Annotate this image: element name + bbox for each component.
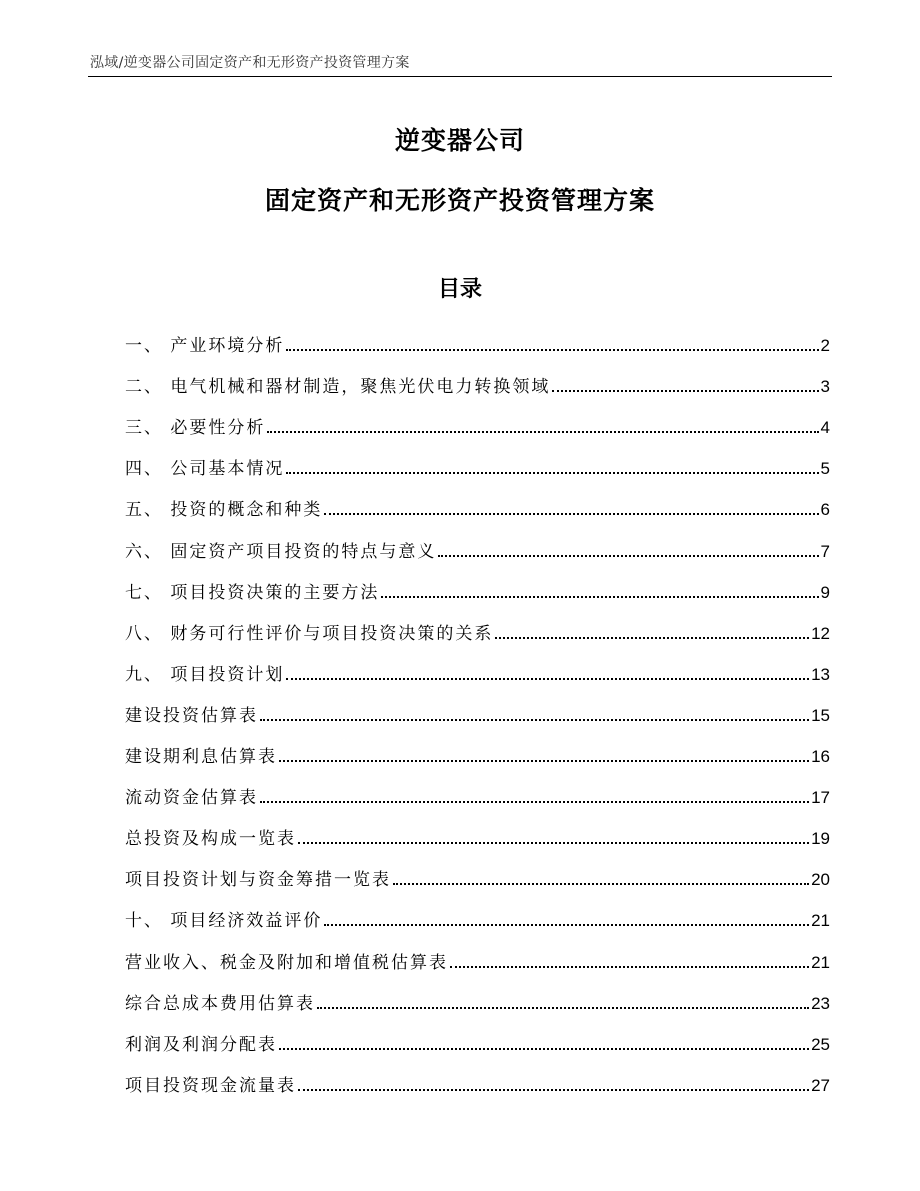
toc-entry[interactable] bbox=[125, 609, 830, 650]
toc-entry-page-number: 23 bbox=[811, 993, 830, 1013]
toc-entry[interactable] bbox=[125, 568, 830, 609]
toc-entry-label: 六、 固定资产项目投资的特点与意义 bbox=[125, 541, 437, 562]
toc-entry-page-number: 25 bbox=[811, 1034, 830, 1054]
toc-entry[interactable] bbox=[125, 979, 830, 1020]
toc-dot-leader bbox=[317, 1007, 809, 1009]
toc-entry-page-number: 20 bbox=[811, 870, 830, 890]
running-header: 泓域/逆变器公司固定资产和无形资产投资管理方案 bbox=[90, 55, 410, 71]
toc-entry-page-number: 4 bbox=[820, 418, 830, 438]
toc-entry-page-number: 9 bbox=[820, 582, 830, 602]
toc-entry-label: 七、 项目投资决策的主要方法 bbox=[125, 582, 380, 603]
toc-dot-leader bbox=[324, 513, 818, 515]
toc-entry-page-number: 5 bbox=[820, 459, 830, 479]
toc-entry-page-number: 19 bbox=[811, 829, 830, 849]
document-title-line-1: 逆变器公司 bbox=[394, 126, 525, 155]
toc-entry-label: 营业收入、税金及附加和增值税估算表 bbox=[125, 952, 448, 973]
toc-entry-page-number: 27 bbox=[811, 1075, 830, 1095]
toc-dot-leader bbox=[381, 596, 818, 598]
toc-entry[interactable] bbox=[125, 444, 830, 485]
toc-entry[interactable] bbox=[125, 937, 830, 978]
toc-entry-label: 九、 项目投资计划 bbox=[125, 664, 285, 685]
toc-entry-label: 综合总成本费用估算表 bbox=[125, 993, 315, 1014]
toc-entry-page-number: 12 bbox=[811, 623, 830, 643]
toc-entry-page-number: 6 bbox=[820, 500, 830, 520]
toc-entry-label: 利润及利润分配表 bbox=[125, 1034, 277, 1055]
toc-entry[interactable] bbox=[125, 1061, 830, 1102]
toc-entry-label: 十、 项目经济效益评价 bbox=[125, 911, 323, 932]
toc-entry-label: 建设期利息估算表 bbox=[125, 747, 277, 768]
toc-entry-page-number: 7 bbox=[820, 541, 830, 561]
toc-entry-page-number: 2 bbox=[820, 336, 830, 356]
toc-entry-label: 一、 产业环境分析 bbox=[125, 336, 285, 357]
toc-entry[interactable] bbox=[125, 1020, 830, 1061]
toc-entry-page-number: 15 bbox=[811, 705, 830, 725]
toc-entry-label: 项目投资计划与资金筹措一览表 bbox=[125, 870, 391, 891]
toc-entry-label: 四、 公司基本情况 bbox=[125, 459, 285, 480]
toc-dot-leader bbox=[298, 842, 809, 844]
toc-entry[interactable] bbox=[125, 362, 830, 403]
toc-dot-leader bbox=[286, 472, 818, 474]
toc-dot-leader bbox=[298, 1089, 809, 1091]
document-title-line-2: 固定资产和无形资产投资管理方案 bbox=[264, 186, 655, 215]
toc-dot-leader bbox=[279, 1048, 809, 1050]
toc-entry[interactable] bbox=[125, 691, 830, 732]
toc-entry[interactable] bbox=[125, 773, 830, 814]
toc-entry[interactable] bbox=[125, 485, 830, 526]
toc-entry-label: 总投资及构成一览表 bbox=[125, 829, 296, 850]
header-rule bbox=[88, 76, 832, 77]
toc-entry-label: 八、 财务可行性评价与项目投资决策的关系 bbox=[125, 623, 494, 644]
toc-entry-page-number: 16 bbox=[811, 747, 830, 767]
toc-entry-page-number: 21 bbox=[811, 952, 830, 972]
toc-dot-leader bbox=[552, 390, 818, 392]
toc-entry-page-number: 3 bbox=[820, 377, 830, 397]
toc-entry-page-number: 21 bbox=[811, 911, 830, 931]
toc-entry[interactable] bbox=[125, 896, 830, 937]
toc-entry-label: 流动资金估算表 bbox=[125, 788, 258, 809]
toc-dot-leader bbox=[260, 801, 809, 803]
toc-dot-leader bbox=[279, 760, 809, 762]
toc-entry[interactable] bbox=[125, 732, 830, 773]
table-of-contents bbox=[125, 321, 830, 1102]
toc-dot-leader bbox=[393, 883, 809, 885]
toc-dot-leader bbox=[267, 431, 818, 433]
toc-entry[interactable] bbox=[125, 814, 830, 855]
toc-dot-leader bbox=[286, 349, 818, 351]
toc-entry[interactable] bbox=[125, 526, 830, 567]
toc-entry-page-number: 17 bbox=[811, 788, 830, 808]
toc-entry-label: 建设投资估算表 bbox=[125, 705, 258, 726]
toc-dot-leader bbox=[438, 555, 818, 557]
toc-entry-label: 三、 必要性分析 bbox=[125, 418, 266, 439]
toc-dot-leader bbox=[260, 719, 809, 721]
toc-entry[interactable] bbox=[125, 403, 830, 444]
toc-entry-page-number: 13 bbox=[811, 664, 830, 684]
toc-entry-label: 项目投资现金流量表 bbox=[125, 1075, 296, 1096]
toc-entry[interactable] bbox=[125, 650, 830, 691]
toc-entry-label: 五、 投资的概念和种类 bbox=[125, 500, 323, 521]
toc-entry-label: 二、 电气机械和器材制造，聚焦光伏电力转换领域 bbox=[125, 377, 551, 398]
toc-dot-leader bbox=[286, 678, 809, 680]
toc-heading: 目录 bbox=[437, 277, 482, 302]
toc-entry[interactable] bbox=[125, 321, 830, 362]
toc-dot-leader bbox=[450, 966, 809, 968]
toc-dot-leader bbox=[324, 924, 809, 926]
toc-dot-leader bbox=[495, 637, 809, 639]
toc-entry[interactable] bbox=[125, 855, 830, 896]
